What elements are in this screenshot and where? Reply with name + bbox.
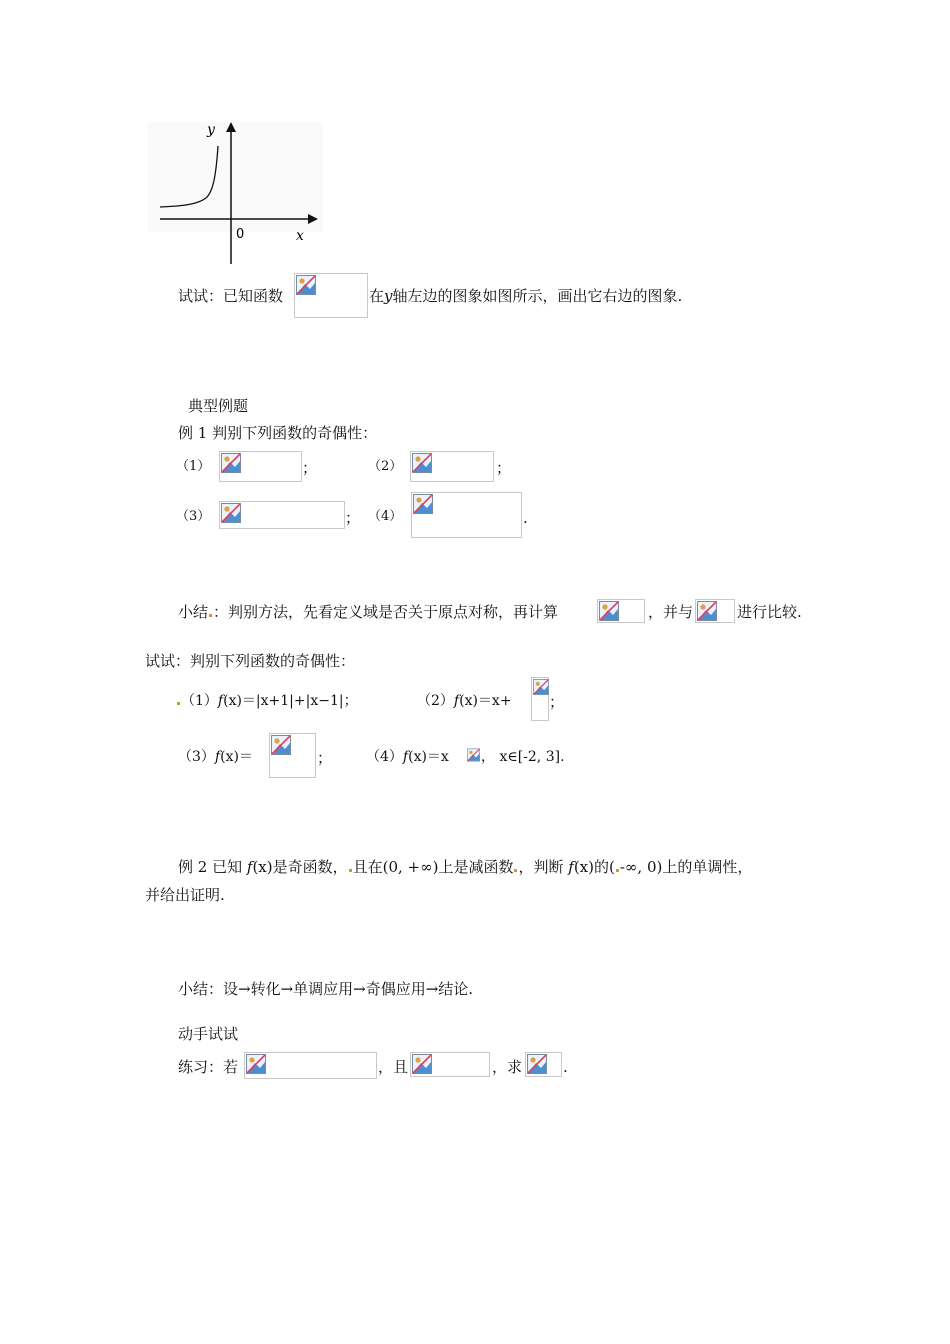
ex1-item4-label: （4） [368, 509, 403, 524]
formula-image [597, 599, 645, 623]
broken-image-icon [697, 601, 717, 621]
formula-image [219, 451, 302, 482]
summary1-mid: ，并与 [648, 603, 694, 621]
summary1-line [178, 602, 558, 622]
example2-part-e: (x)的( [573, 858, 615, 876]
trial2-item4 [366, 747, 449, 767]
example2-part-f: -∞, 0)上的单调性， [619, 858, 753, 876]
ex1-item4-end: . [523, 509, 528, 527]
func-f: f [402, 749, 409, 765]
broken-image-icon [467, 746, 480, 764]
trial1-rest [369, 286, 682, 306]
ex1-item1-end: ； [302, 459, 318, 477]
trial2-item4-end: ， x∈[-2, 3]. [481, 749, 565, 765]
func-f: f [214, 749, 221, 765]
trial2-item2-expr: (x)＝x+ [459, 693, 512, 709]
ex1-item2-end: ； [496, 459, 512, 477]
formula-image [411, 492, 522, 538]
trial2-item1 [176, 691, 358, 711]
broken-image-icon [533, 679, 549, 695]
trial1-prefix: 试试：已知函数 [178, 287, 284, 305]
trial1-mid: 在 [369, 287, 385, 305]
origin-label: 0 [236, 227, 245, 242]
func-f: f [568, 858, 574, 876]
function-graph [140, 118, 330, 268]
trial2-item3-label: （3） [178, 749, 215, 765]
practice-mid: ，且 [378, 1058, 409, 1076]
practice-mid2: ，求 [492, 1058, 523, 1076]
trial2-item3 [178, 747, 253, 767]
example2-line1 [178, 857, 752, 877]
broken-image-icon [413, 494, 433, 514]
anchor-mark [209, 614, 212, 617]
example2-part-d: ，判断 [518, 858, 564, 876]
trial2-title: 试试：判别下列函数的奇偶性： [145, 652, 356, 670]
anchor-mark [616, 869, 619, 872]
broken-image-icon [271, 735, 291, 755]
ex1-item1-label: （1） [176, 459, 211, 474]
example1-title: 例 1 判别下列函数的奇偶性： [178, 424, 378, 442]
formula-image [244, 1052, 377, 1079]
broken-image-icon [221, 503, 241, 523]
summary1-prefix: 小结 [178, 603, 209, 621]
y-axis-label: y [207, 122, 215, 138]
func-f: f [246, 858, 253, 876]
formula-image [467, 746, 481, 766]
trial2-item2 [417, 691, 512, 711]
summary1-text: ：判别方法，先看定义域是否关于原点对称，再计算 [213, 603, 559, 621]
summary1-suffix: 进行比较. [737, 603, 802, 621]
ex1-item3-label: （3） [176, 509, 211, 524]
example2-part-c: 且在(0, +∞)上是减函数 [352, 858, 514, 876]
trial2-item2-label: （2） [417, 693, 454, 709]
trial2-item4-label: （4） [366, 749, 403, 765]
func-f: f [453, 693, 460, 709]
practice-prefix: 练习：若 [178, 1058, 239, 1076]
trial1-suffix: 轴左边的图象如图所示，画出它右边的图象. [392, 287, 683, 305]
ex1-item2-label: （2） [368, 459, 403, 474]
practice-end: . [563, 1058, 568, 1076]
formula-image [269, 733, 316, 778]
broken-image-icon [412, 1054, 432, 1074]
example2-line2: 并给出证明. [145, 886, 225, 904]
broken-image-icon [412, 453, 432, 473]
func-f: f [217, 693, 224, 709]
example2-part-b: (x)是奇函数， [252, 858, 348, 876]
example2-part-a: 例 2 已知 [178, 858, 243, 876]
formula-image [695, 599, 735, 623]
broken-image-icon [221, 453, 241, 473]
formula-image [525, 1052, 562, 1077]
broken-image-icon [296, 275, 316, 295]
trial2-item1-expr: (x)＝|x+1|+|x−1|； [223, 693, 358, 709]
summary2: 小结：设→转化→单调应用→奇偶应用→结论. [178, 980, 474, 998]
ex1-item3-end: ； [345, 509, 361, 527]
x-axis-label: x [296, 228, 304, 244]
formula-image [410, 451, 494, 482]
formula-image [531, 677, 549, 721]
examples-heading: 典型例题 [188, 397, 249, 415]
formula-image [294, 273, 368, 318]
broken-image-icon [527, 1054, 547, 1074]
trial2-item3-expr: (x)＝ [220, 749, 253, 765]
broken-image-icon [246, 1054, 266, 1074]
trial2-item1-label: （1） [181, 693, 218, 709]
trial2-item3-end: ； [317, 749, 333, 767]
anchor-mark [177, 702, 180, 705]
trial2-item4-expr: (x)＝x [408, 749, 449, 765]
trial1-var: y [384, 287, 393, 305]
trial2-item2-end: ； [549, 693, 565, 711]
practice-heading: 动手试试 [178, 1025, 239, 1043]
trial1-line [178, 286, 283, 306]
anchor-mark [349, 869, 352, 872]
formula-image [410, 1052, 490, 1077]
formula-image [219, 501, 345, 529]
broken-image-icon [599, 601, 619, 621]
